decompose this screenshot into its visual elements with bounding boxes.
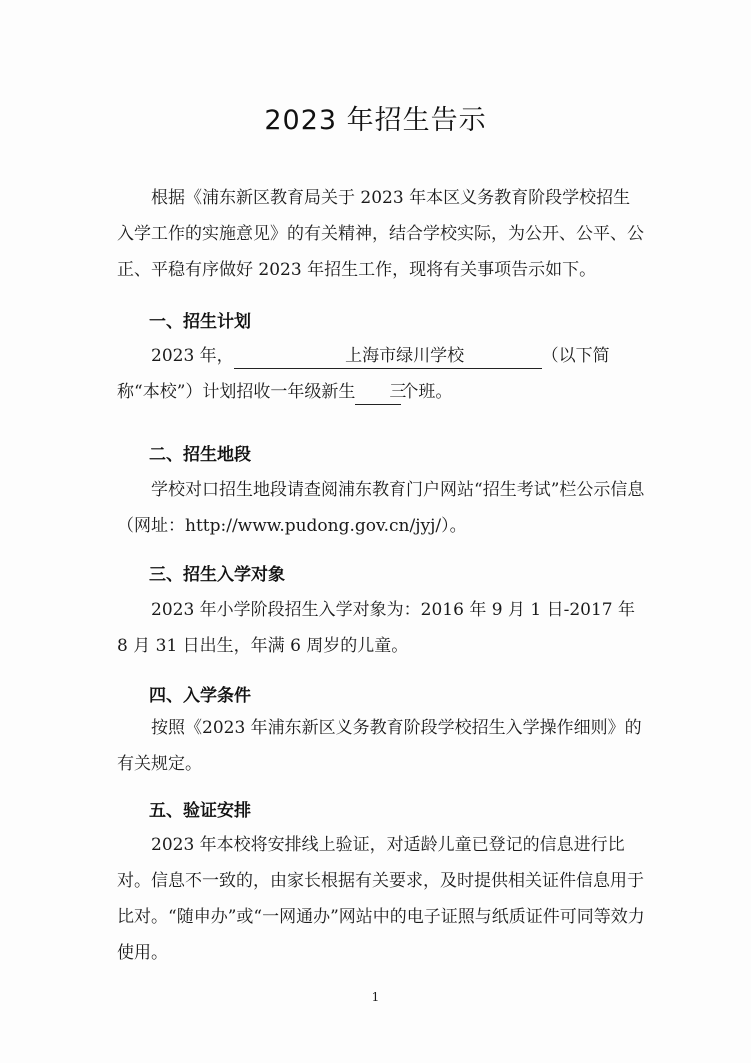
plan-text-before: 2023 年， — [151, 346, 234, 366]
section-verification-body — [117, 827, 647, 971]
section-district-body — [117, 472, 647, 544]
section-conditions-body — [117, 710, 647, 782]
district-text: 学校对口招生地段请查阅浦东教育门户网站“招生考试”栏公示信息（网址：http://www.pudong.gov.cn/jyj/）。 — [117, 480, 645, 536]
verification-text: 2023 年本校将安排线上验证，对适龄儿童已登记的信息进行比对。信息不一致的，由家长根据有关要求，及时提供相关证件信息用于比对。“随申办”或“一网通办”网站中的电子证照与纸质证件可同等效力使用。 — [117, 835, 645, 963]
plan-text-after: 个班。 — [401, 382, 453, 402]
section-heading-plan: 一、招生计划 — [149, 312, 251, 332]
section-plan-body — [117, 338, 647, 410]
intro-paragraph — [117, 180, 647, 288]
plan-text — [117, 338, 647, 410]
section-heading-conditions: 四、入学条件 — [149, 686, 251, 706]
school-name-field: 上海市绿川学校 — [234, 344, 542, 369]
plan-text-middle: （以下简称“本校”）计划招收一年级新生 — [117, 346, 610, 402]
section-eligibility-body — [117, 592, 647, 664]
section-heading-district: 二、招生地段 — [149, 445, 251, 465]
page-title: 2023 年招生告示 — [264, 105, 487, 136]
eligibility-text: 2023 年小学阶段招生入学对象为：2016 年 9 月 1 日-2017 年 8 月 31 日出生，年满 6 周岁的儿童。 — [117, 600, 635, 656]
conditions-text: 按照《2023 年浦东新区义务教育阶段学校招生入学操作细则》的有关规定。 — [117, 718, 642, 774]
section-heading-eligibility: 三、招生入学对象 — [149, 565, 285, 585]
intro-text: 根据《浦东新区教育局关于 2023 年本区义务教育阶段学校招生入学工作的实施意见》的有关精神，结合学校实际，为公开、公平、公正、平稳有序做好 2023 年招生工作，现将有关事项告示如下。 — [117, 188, 644, 280]
class-count-field: 三 — [355, 380, 401, 405]
section-heading-verification: 五、验证安排 — [149, 801, 251, 821]
page-number: 1 — [371, 990, 380, 1004]
